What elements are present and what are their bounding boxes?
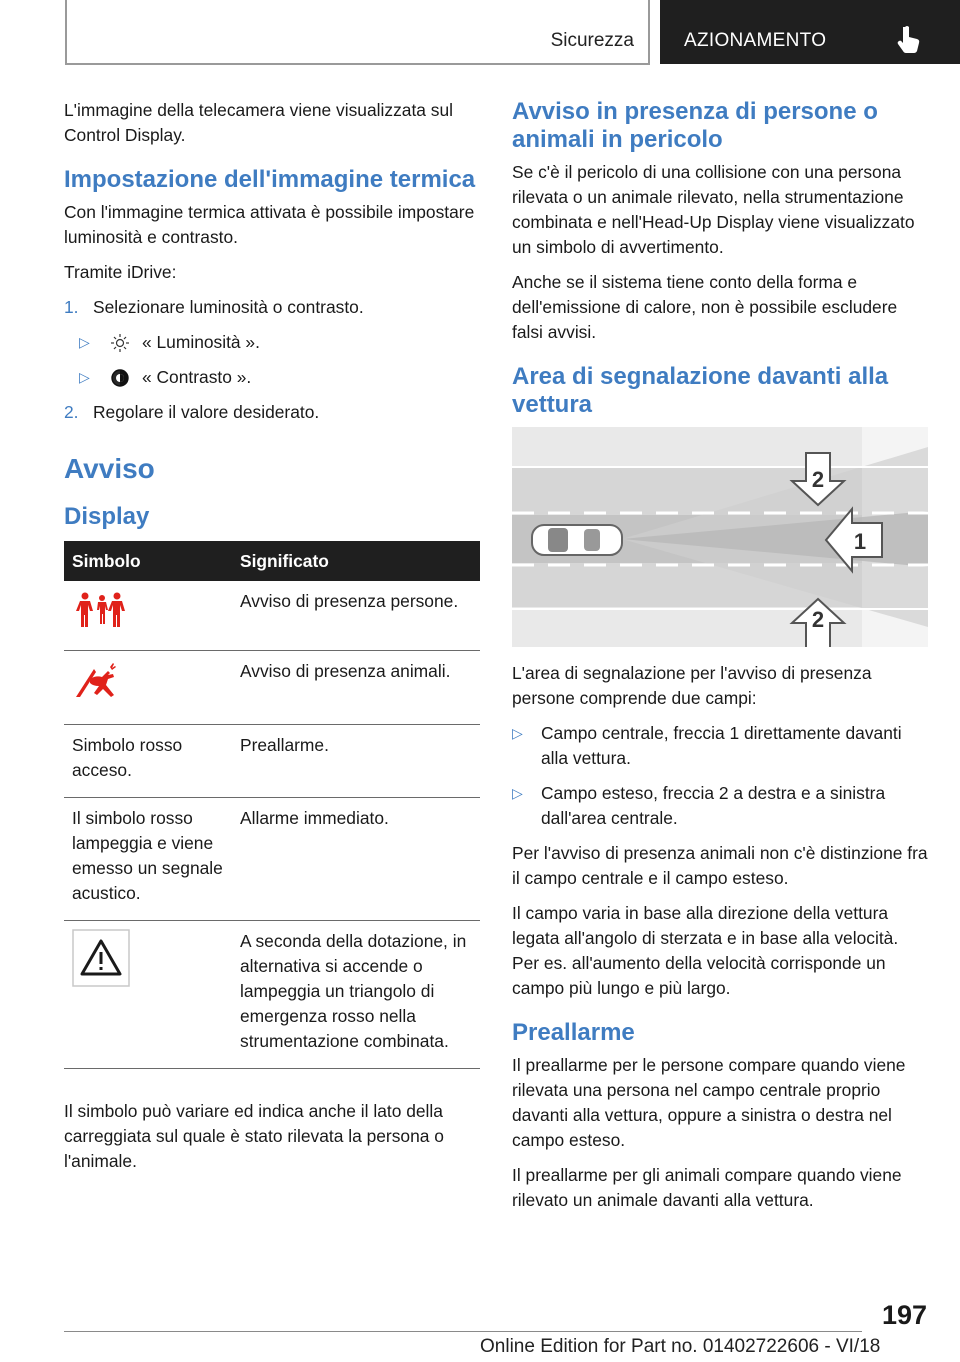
- paragraph-thermal: Con l'immagine termica attivata è possibile impostare luminosità e contrasto.: [64, 202, 475, 247]
- table-cell-meaning: Allarme immediato.: [232, 798, 480, 921]
- table-header-meaning: Significato: [232, 541, 480, 581]
- step-1-number: 1.: [64, 297, 79, 317]
- substep-contrast-text: « Contrasto ».: [142, 367, 252, 387]
- substep-brightness: [79, 330, 480, 355]
- table-row: [64, 725, 480, 798]
- table-cell-meaning: Preallarme.: [232, 725, 480, 798]
- footer-edition: Online Edition for Part no. 01402722606 - VI/18: [480, 1336, 881, 1357]
- triangle-bullet-icon: ▷: [79, 334, 90, 350]
- paragraph-idrive: Tramite iDrive:: [64, 262, 177, 282]
- paragraph-prealarm-persons: Il preallarme per le persone compare quando viene rilevata una persona nel campo centrale proprio davanti alla vettura, oppure a sinistra o destra nel campo esteso.: [512, 1055, 906, 1150]
- contrast-icon: [108, 368, 132, 388]
- bullet-central-field: [512, 721, 928, 771]
- table-cell-meaning: A seconda della dotazione, in alternativa si accende o lampeggia un triangolo di emergenza rosso nella strumentazione combinata.: [232, 921, 480, 1069]
- table-cell-meaning: Avviso di presenza persone.: [232, 581, 480, 651]
- table-cell-meaning: Avviso di presenza animali.: [232, 651, 480, 725]
- diagram-label-top: 2: [811, 467, 825, 492]
- header-border-divider: [648, 0, 650, 64]
- table-cell-symbol: [64, 581, 232, 651]
- symbol-table: [64, 541, 480, 1069]
- step-2-number: 2.: [64, 402, 79, 422]
- heading-display: Display: [64, 503, 150, 530]
- paragraph-danger-1: Se c'è il pericolo di una collisione con una persona rilevata o un animale rilevato, nella strumentazione combinata e nell'Head-Up Display viene visualizzato un simbolo di avvertimento.: [512, 162, 915, 257]
- table-cell-symbol: [64, 651, 232, 725]
- paragraph-prealarm-animals: Il preallarme per gli animali compare quando viene rilevato un animale davanti alla vettura.: [512, 1165, 902, 1210]
- bullet-central-field-text: Campo centrale, freccia 1 direttamente davanti alla vettura.: [541, 723, 902, 768]
- table-row: [64, 651, 480, 725]
- page-number: 197: [881, 1300, 927, 1330]
- heading-avviso: Avviso: [64, 453, 155, 484]
- triangle-bullet-icon: ▷: [512, 725, 523, 741]
- step-1: [64, 295, 480, 320]
- header-section-title: Sicurezza: [550, 30, 634, 51]
- hand-pointer-icon: [896, 24, 924, 54]
- person-warning-icon: [72, 589, 128, 629]
- bullet-extended-field-text: Campo esteso, freccia 2 a destra e a sinistra dall'area centrale.: [541, 783, 886, 828]
- table-cell-symbol: [64, 921, 232, 1069]
- header-chapter-label: AZIONAMENTO: [684, 30, 827, 51]
- paragraph-animals: Per l'avviso di presenza animali non c'è distinzione fra il campo centrale e il campo esteso.: [512, 843, 928, 888]
- substep-contrast: [79, 365, 480, 390]
- paragraph-field-varies: Il campo varia in base alla direzione della vettura legata all'angolo di sterzata e in base alla velocità. Per es. all'aumento della velocità corrisponde un campo più lungo e più largo.: [512, 903, 899, 998]
- substep-brightness-text: « Luminosità ».: [142, 332, 260, 352]
- step-2-text: Regolare il valore desiderato.: [93, 402, 320, 422]
- brightness-icon: [108, 333, 132, 353]
- header-border-bottom: [65, 63, 650, 65]
- paragraph-danger-2: Anche se il sistema tiene conto della forma e dell'emissione di calore, non è possibile escludere falsi avvisi.: [512, 272, 898, 342]
- diagram-label-center: 1: [853, 529, 867, 554]
- animal-warning-icon: [72, 659, 128, 703]
- warning-triangle-icon: [72, 929, 130, 987]
- heading-warning-area: Area di segnalazione davanti alla vettura: [512, 363, 889, 418]
- step-1-text: Selezionare luminosità o contrasto.: [93, 297, 364, 317]
- triangle-bullet-icon: ▷: [79, 369, 90, 385]
- header-chapter-tab: [660, 0, 960, 64]
- substeps: [64, 330, 480, 390]
- diagram-label-bottom: 2: [811, 607, 825, 632]
- footer-rule: [64, 1331, 862, 1332]
- paragraph-area-intro: L'area di segnalazione per l'avviso di presenza persone comprende due campi:: [512, 663, 872, 708]
- header-border-left: [65, 0, 67, 64]
- intro-paragraph: L'immagine della telecamera viene visualizzata sul Control Display.: [64, 100, 454, 145]
- table-row: [64, 798, 480, 921]
- table-row: [64, 581, 480, 651]
- table-cell-symbol: Simbolo rosso acceso.: [64, 725, 232, 798]
- triangle-bullet-icon: ▷: [512, 785, 523, 801]
- bullet-extended-field: [512, 781, 928, 831]
- table-header-symbol: Simbolo: [64, 541, 232, 581]
- table-cell-symbol: Il simbolo rosso lampeggia e viene emesso un segnale acustico.: [64, 798, 232, 921]
- step-2: [64, 400, 480, 425]
- heading-danger-warning: Avviso in presenza di persone o animali in pericolo: [512, 98, 878, 153]
- right-column: [512, 98, 928, 1223]
- heading-thermal-image: Impostazione dell'immagine termica: [64, 166, 476, 193]
- heading-prealarm: Preallarme: [512, 1019, 635, 1046]
- table-row: [64, 921, 480, 1069]
- left-column: [64, 98, 480, 1184]
- outro-paragraph: Il simbolo può variare ed indica anche il lato della carreggiata sul quale è stato rilevata la persona o l'animale.: [64, 1101, 444, 1171]
- car-icon: [532, 525, 622, 555]
- warning-area-diagram: [512, 427, 928, 647]
